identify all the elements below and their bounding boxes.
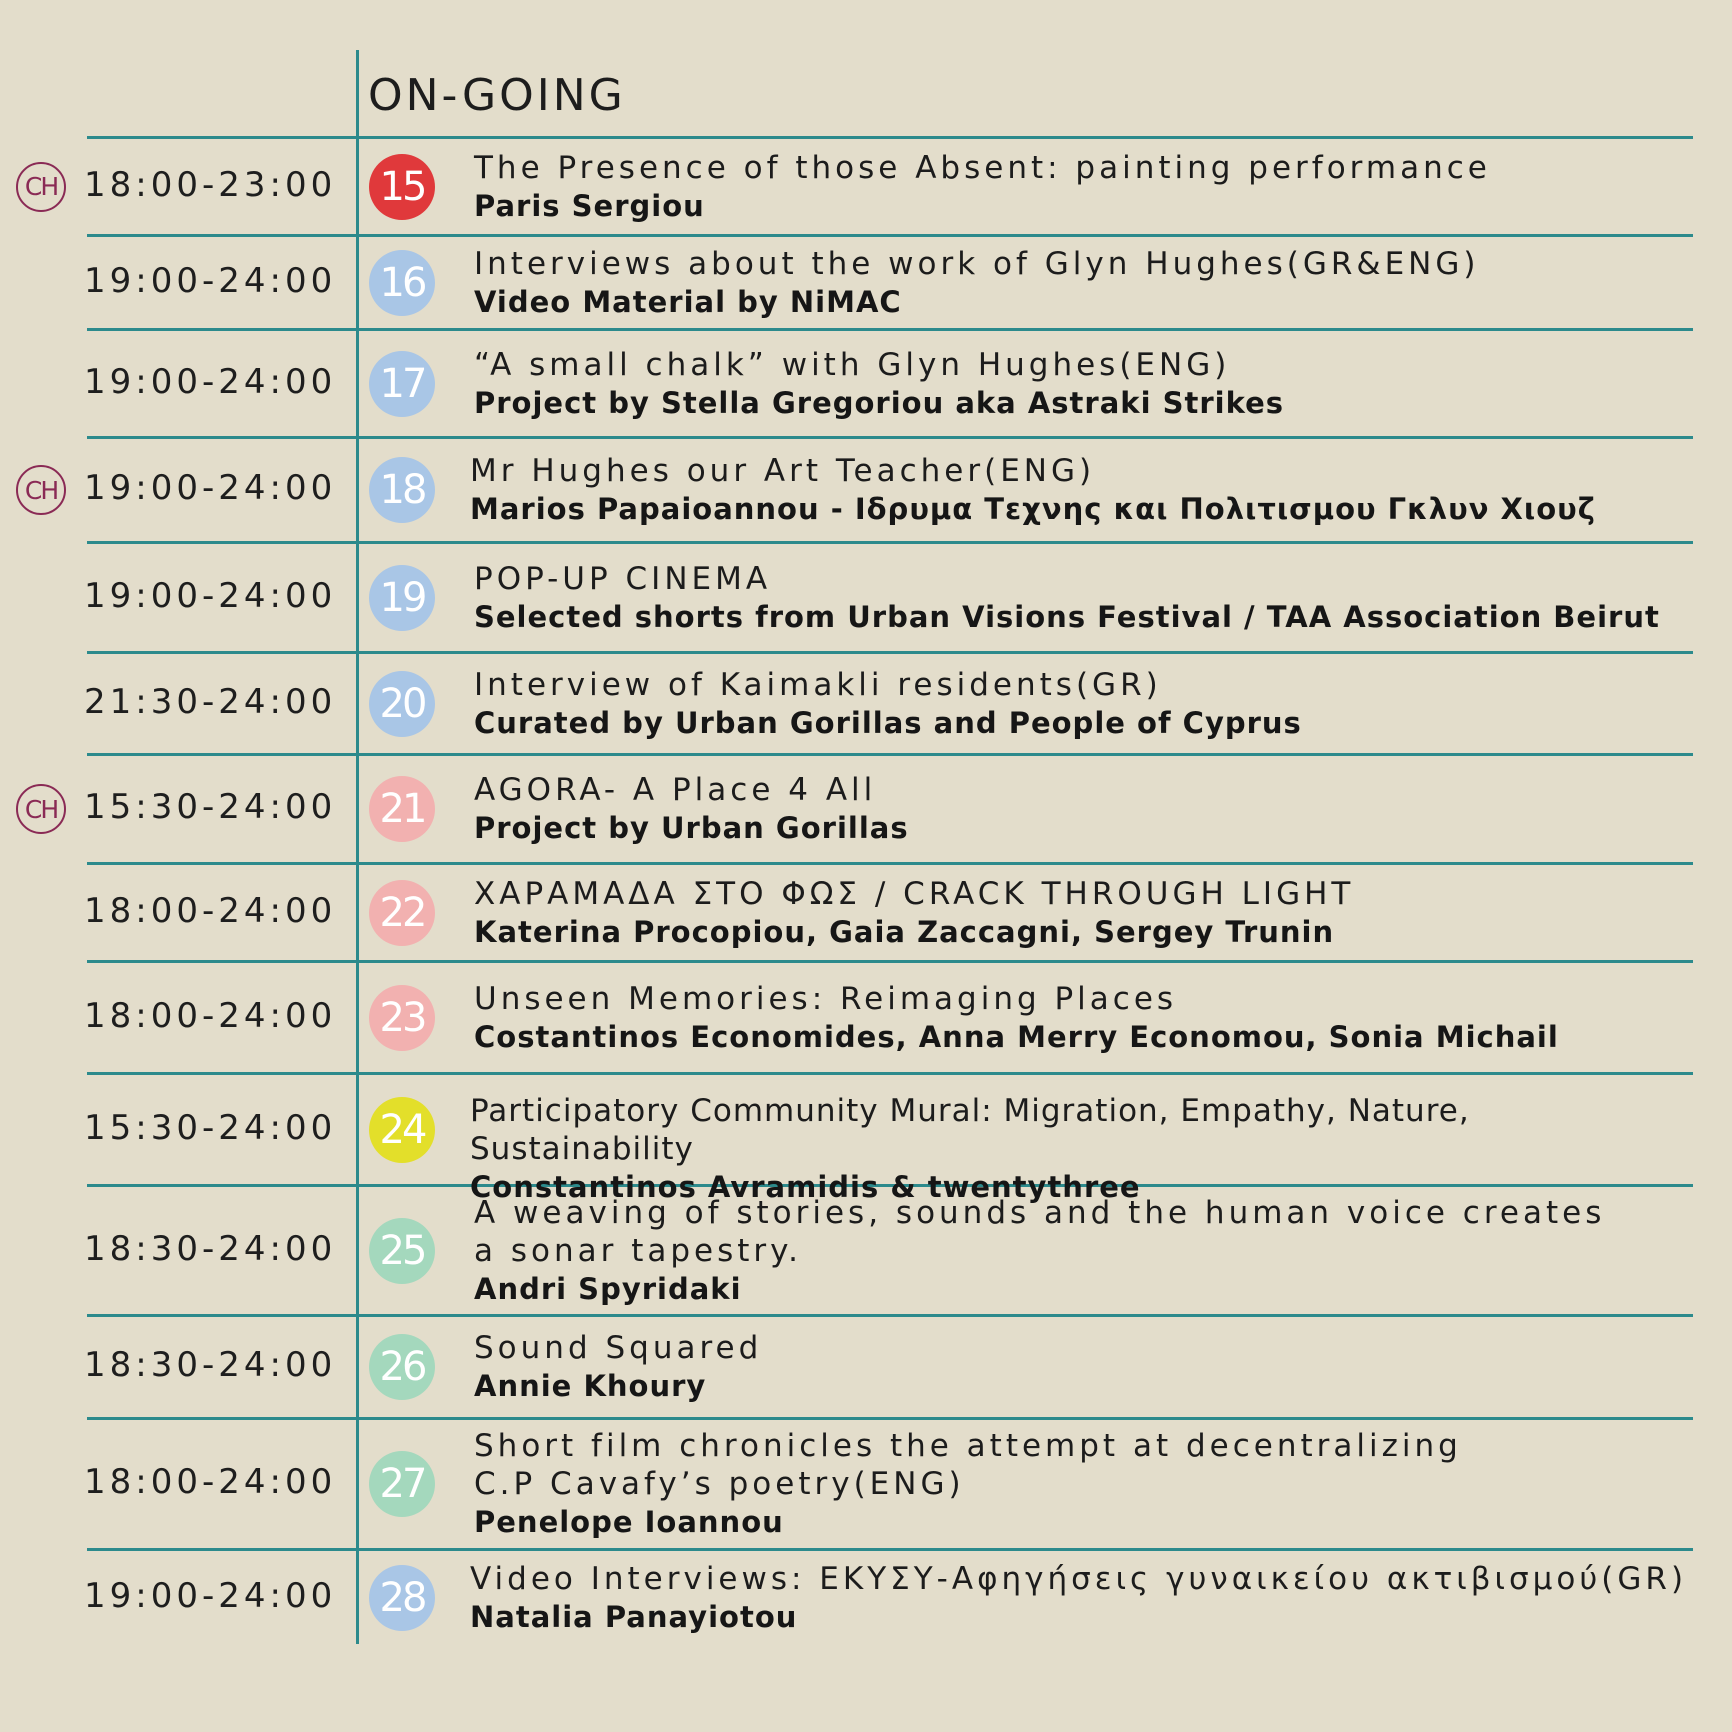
event-time: 19:00-24:00 xyxy=(84,1576,337,1616)
event-subtitle: Constantinos Avramidis & twentythree xyxy=(470,1169,1141,1204)
event-subtitle: Costantinos Economides, Anna Merry Economou, Sonia Michail xyxy=(474,1019,1559,1054)
event-text xyxy=(474,245,1704,321)
event-row xyxy=(0,654,1732,753)
event-row xyxy=(0,1317,1732,1417)
event-number-badge: 27 xyxy=(369,1451,435,1517)
event-title: ΧΑΡΑΜΑΔΑ ΣΤΟ ΦΩΣ / CRACK THROUGH LIGHT xyxy=(474,875,1355,912)
event-number-badge: 23 xyxy=(369,985,435,1051)
ch-badge: CH xyxy=(16,162,66,212)
event-time: 18:30-24:00 xyxy=(84,1228,337,1269)
event-row xyxy=(0,544,1732,651)
event-time: 19:00-24:00 xyxy=(84,361,337,402)
event-title: Unseen Memories: Reimaging Places xyxy=(474,980,1178,1017)
event-number-badge: 15 xyxy=(369,154,435,220)
section-heading: ON-GOING xyxy=(368,70,626,121)
event-text xyxy=(474,1194,1704,1308)
event-row xyxy=(0,331,1732,436)
event-subtitle: Project by Urban Gorillas xyxy=(474,811,909,845)
event-title: AGORA- A Place 4 All xyxy=(474,772,877,808)
event-title: “A small chalk” with Glyn Hughes(ENG) xyxy=(474,346,1231,383)
event-time: 18:30-24:00 xyxy=(84,1345,337,1385)
event-row xyxy=(0,865,1732,960)
event-number-badge: 22 xyxy=(369,880,435,946)
event-time: 18:00-24:00 xyxy=(84,890,337,931)
event-text xyxy=(474,1329,1704,1405)
event-row xyxy=(0,237,1732,328)
event-subtitle: Selected shorts from Urban Visions Festival / TAA Association Beirut xyxy=(474,599,1660,634)
event-title: POP-UP CINEMA xyxy=(474,560,772,597)
event-time: 18:00-23:00 xyxy=(84,164,337,205)
event-number-badge: 19 xyxy=(369,565,435,631)
event-time: 21:30-24:00 xyxy=(84,681,337,722)
event-text xyxy=(474,875,1704,951)
event-subtitle: Video Material by NiMAC xyxy=(474,284,902,319)
event-number-badge: 16 xyxy=(369,250,435,316)
event-time: 19:00-24:00 xyxy=(84,468,337,508)
event-subtitle: Natalia Panayiotou xyxy=(470,1600,798,1634)
event-time: 15:30-24:00 xyxy=(84,1107,337,1148)
event-number-badge: 17 xyxy=(369,351,435,417)
event-title: The Presence of those Absent: painting performance xyxy=(474,149,1491,186)
event-number-badge: 21 xyxy=(369,776,435,842)
event-subtitle: Penelope Ioannou xyxy=(474,1505,784,1539)
event-subtitle: Andri Spyridaki xyxy=(474,1271,742,1306)
event-text xyxy=(474,980,1704,1056)
event-title: Participatory Community Mural: Migration, Empathy, Nature, Sustainability xyxy=(470,1092,1470,1167)
event-title: Sound Squared xyxy=(474,1330,763,1366)
event-title: A weaving of stories, sounds and the human voice creates a sonar tapestry. xyxy=(474,1194,1606,1269)
event-subtitle: Curated by Urban Gorillas and People of Cyprus xyxy=(474,705,1302,740)
event-number-badge: 26 xyxy=(369,1334,435,1400)
event-text xyxy=(470,1560,1700,1636)
event-text xyxy=(470,452,1700,528)
event-row xyxy=(0,963,1732,1072)
event-time: 18:00-24:00 xyxy=(84,1462,337,1502)
event-row xyxy=(0,756,1732,862)
event-subtitle: Paris Sergiou xyxy=(474,188,705,223)
event-number-badge: 20 xyxy=(369,671,435,737)
event-row xyxy=(0,1187,1732,1314)
event-title: Video Interviews: ΕΚΥΣΥ-Αφηγήσεις γυναικείου ακτιβισμού(GR) xyxy=(470,1561,1688,1597)
event-row xyxy=(0,439,1732,541)
event-number-badge: 18 xyxy=(369,457,435,523)
event-text xyxy=(474,666,1704,742)
event-text xyxy=(474,346,1704,422)
ch-badge: CH xyxy=(16,784,66,834)
event-row xyxy=(0,1551,1732,1645)
event-subtitle: Annie Khoury xyxy=(474,1369,707,1403)
event-subtitle: Project by Stella Gregoriou aka Astraki Strikes xyxy=(474,385,1285,420)
event-text xyxy=(474,560,1704,636)
event-time: 18:00-24:00 xyxy=(84,995,337,1036)
event-title: Mr Hughes our Art Teacher(ENG) xyxy=(470,453,1096,489)
ch-badge: CH xyxy=(16,465,66,515)
event-text xyxy=(474,771,1704,847)
event-number-badge: 28 xyxy=(369,1565,435,1631)
event-row xyxy=(0,1420,1732,1548)
event-subtitle: Katerina Procopiou, Gaia Zaccagni, Sergey Trunin xyxy=(474,914,1335,949)
event-row xyxy=(0,139,1732,234)
event-time: 15:30-24:00 xyxy=(84,787,337,827)
event-time: 19:00-24:00 xyxy=(84,575,337,616)
event-time: 19:00-24:00 xyxy=(84,260,337,301)
event-number-badge: 25 xyxy=(369,1218,435,1284)
event-row xyxy=(0,1075,1732,1204)
event-text xyxy=(474,1427,1704,1541)
event-title: Interviews about the work of Glyn Hughes(GR&ENG) xyxy=(474,245,1480,282)
event-number-badge: 24 xyxy=(369,1097,435,1163)
event-title: Interview of Kaimakli residents(GR) xyxy=(474,666,1162,703)
event-title: Short film chronicles the attempt at decentralizing C.P Cavafy’s poetry(ENG) xyxy=(474,1428,1462,1502)
event-subtitle: Marios Papaioannou - Ιδρυμα Τεχνης και Πολιτισμου Γκλυν Χιουζ xyxy=(470,492,1596,526)
event-text xyxy=(474,149,1704,225)
